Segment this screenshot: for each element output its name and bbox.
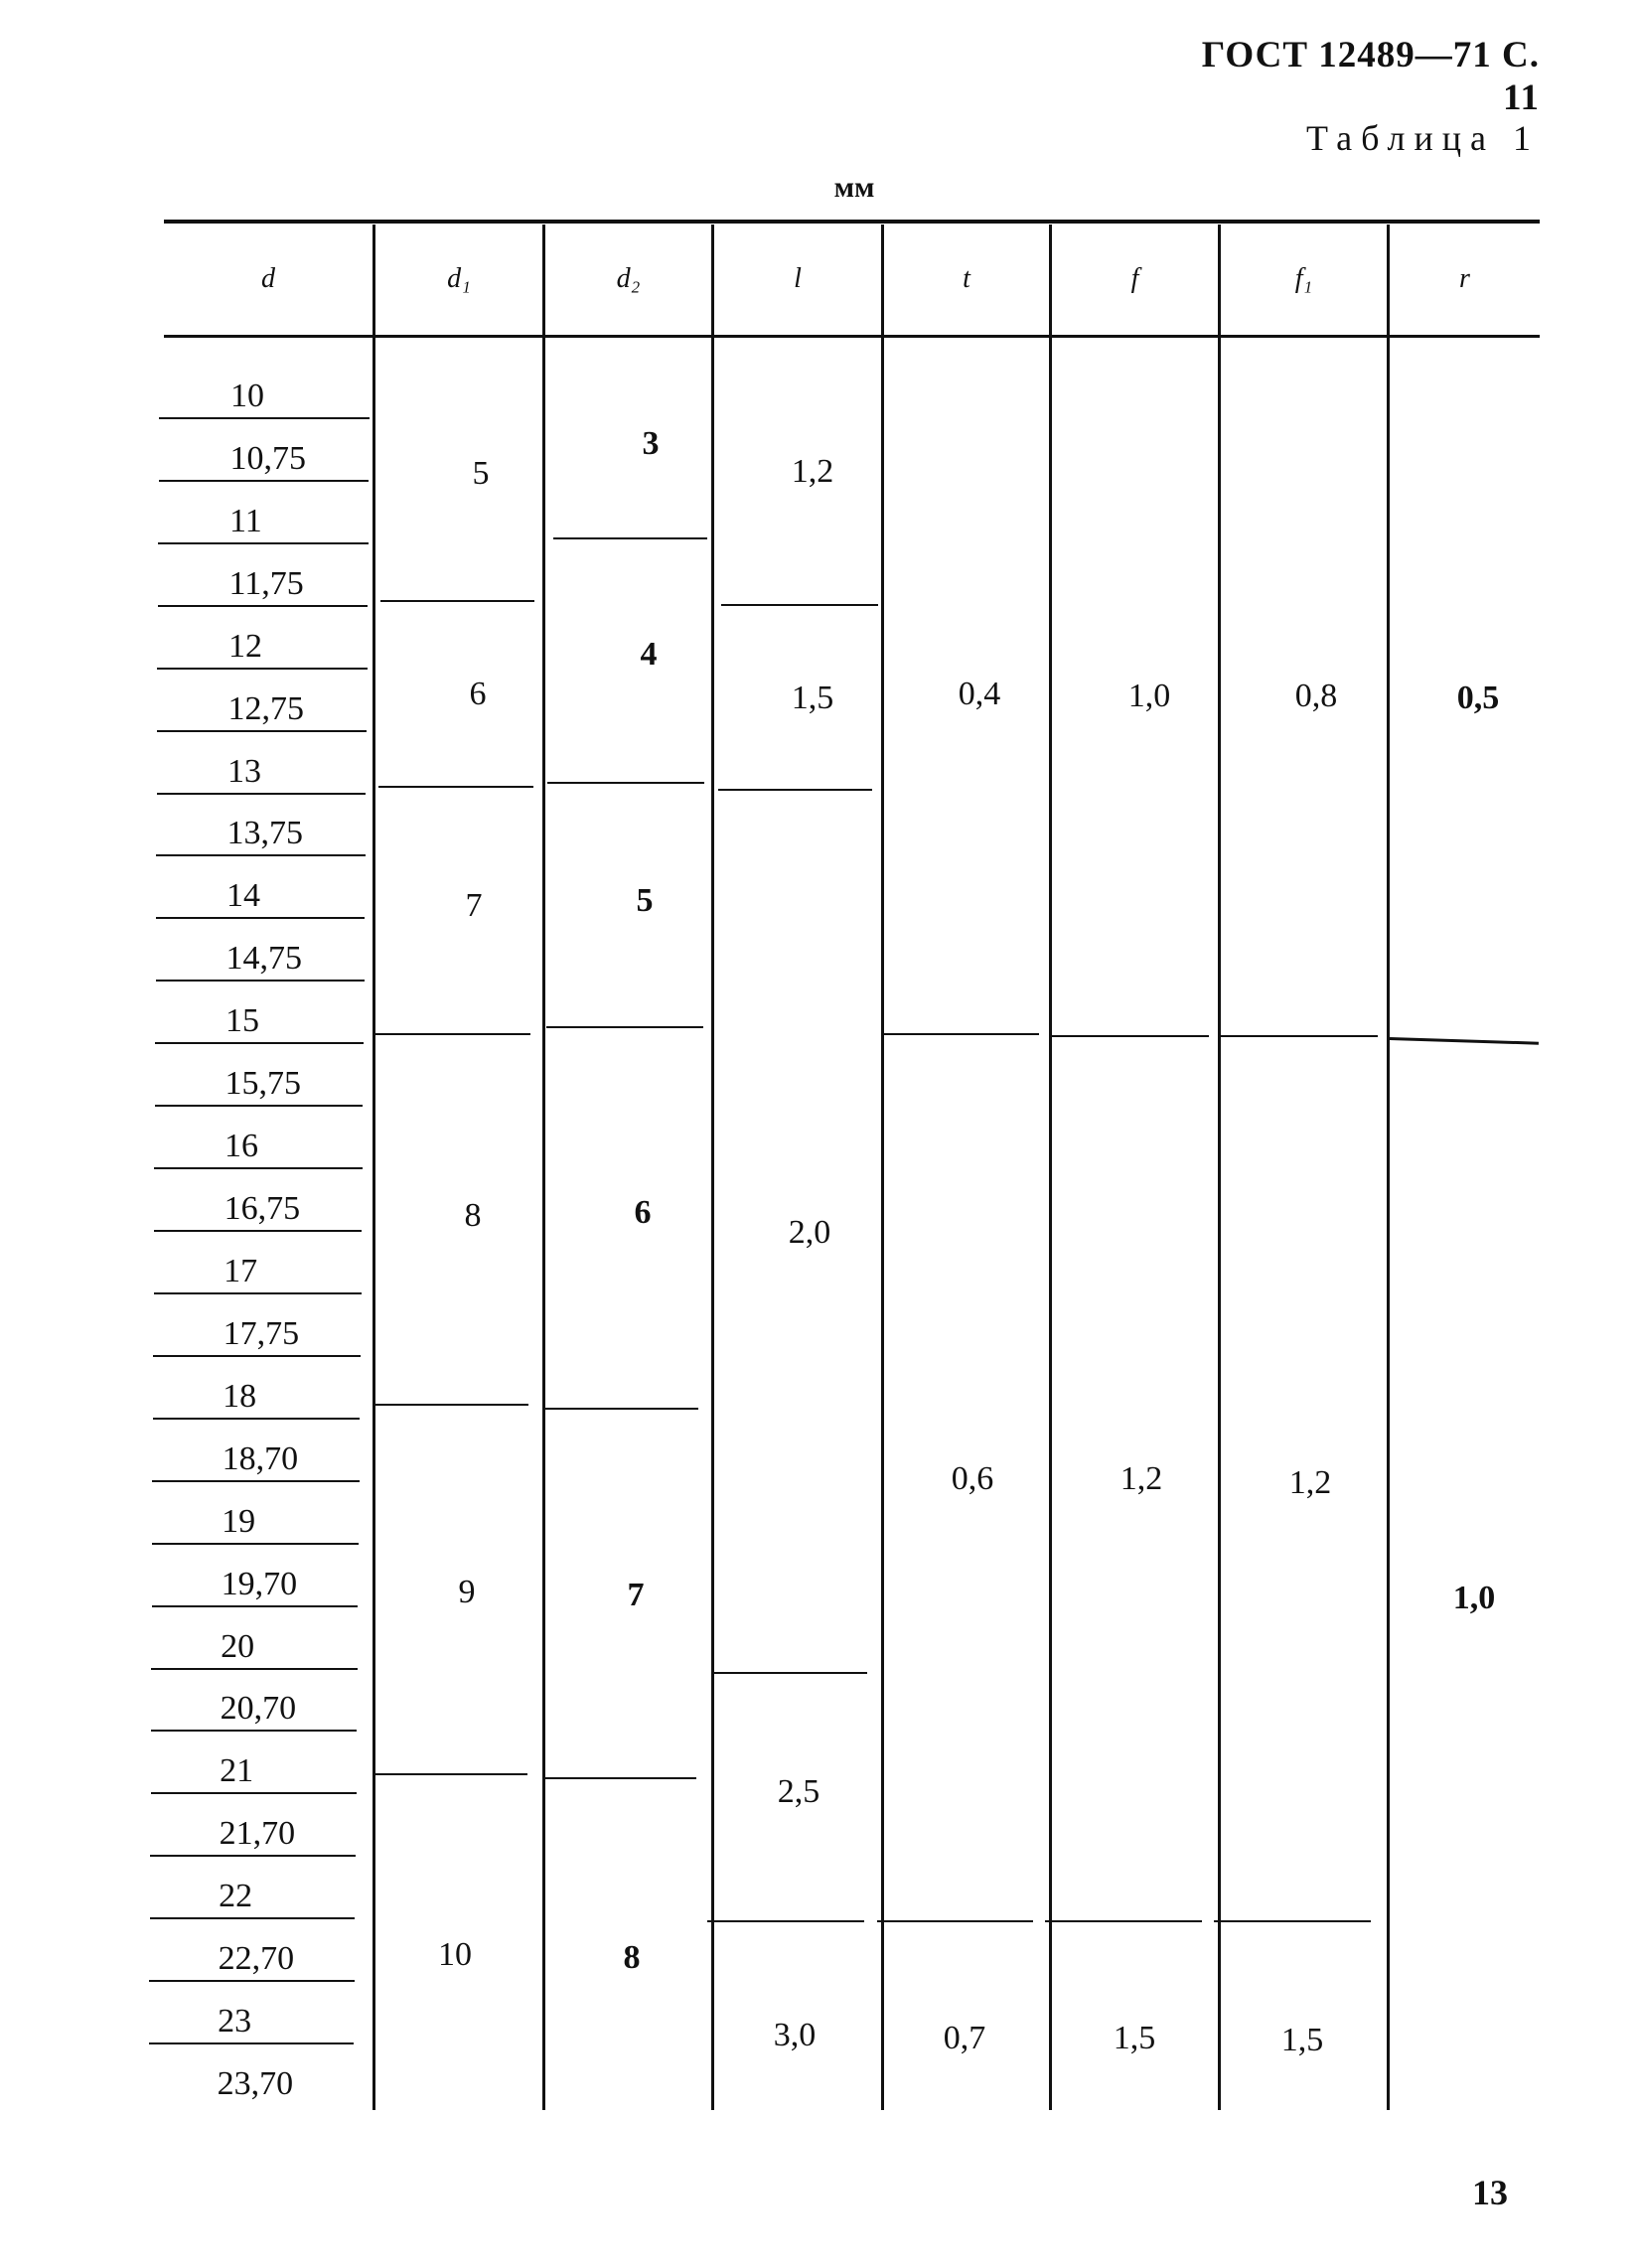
t-value: 0,4 xyxy=(958,676,1001,712)
d-value: 21,70 xyxy=(219,1815,296,1853)
l-value: 2,5 xyxy=(777,1773,820,1810)
doc-code: ГОСТ 12489—71 С. 11 xyxy=(1201,35,1540,118)
d-value: 18,70 xyxy=(222,1439,299,1477)
d2-divider xyxy=(546,1026,703,1028)
d2-value: 7 xyxy=(627,1577,645,1613)
r-divider xyxy=(1390,1037,1539,1045)
col-sep-5 xyxy=(1049,225,1052,2110)
col-sep-4 xyxy=(881,225,884,2110)
f-value: 1,5 xyxy=(1113,2020,1156,2056)
d-row-underline xyxy=(154,1292,362,1294)
d-row-underline xyxy=(156,854,365,856)
d-value: 18 xyxy=(223,1377,257,1415)
d-row-underline xyxy=(159,417,370,419)
l-value: 1,2 xyxy=(791,453,834,490)
d2-divider xyxy=(542,1777,696,1779)
d-row-underline xyxy=(150,1917,356,1919)
d2-divider xyxy=(553,537,707,539)
d1-divider xyxy=(373,1404,528,1406)
d-row-underline xyxy=(158,542,369,544)
d-value: 16 xyxy=(224,1128,259,1165)
d-row-underline xyxy=(151,1730,357,1732)
d-value: 21 xyxy=(220,1752,254,1790)
d2-value: 5 xyxy=(636,882,654,919)
d-row-underline xyxy=(156,917,365,919)
d1-divider xyxy=(378,786,533,788)
d-value: 11,75 xyxy=(228,564,304,602)
l-value: 3,0 xyxy=(773,2017,817,2053)
d-value: 10,75 xyxy=(229,439,306,477)
d-row-underline xyxy=(153,1418,360,1420)
t-divider xyxy=(877,1920,1033,1922)
d-value: 15,75 xyxy=(224,1065,302,1103)
d-row-underline xyxy=(154,1230,362,1232)
d2-value: 8 xyxy=(623,1939,641,1976)
l-divider xyxy=(721,604,878,606)
d-value: 23 xyxy=(218,2003,252,2041)
col-sep-7 xyxy=(1387,225,1390,2110)
f-divider xyxy=(1052,1035,1209,1037)
col-sep-1 xyxy=(373,225,375,2110)
t-value: 0,6 xyxy=(951,1460,994,1497)
table-top-rule xyxy=(164,220,1540,224)
l-divider xyxy=(711,1672,867,1674)
d1-value: 6 xyxy=(469,676,487,712)
header-l: l xyxy=(794,263,802,294)
d2-divider xyxy=(547,782,704,784)
f1-value: 1,5 xyxy=(1280,2022,1324,2058)
header-d2: d₂ xyxy=(616,263,641,294)
d-row-underline xyxy=(152,1605,359,1607)
d2-divider xyxy=(542,1408,698,1410)
table-label: Таблица 1 xyxy=(1306,118,1540,158)
l-divider xyxy=(718,789,872,791)
d-row-underline xyxy=(150,1855,356,1857)
d-value: 17 xyxy=(224,1252,258,1289)
header-d: d xyxy=(261,263,275,294)
d-row-underline xyxy=(157,793,367,795)
header-bottom-rule xyxy=(164,335,1540,338)
header-f: f xyxy=(1130,263,1139,294)
d-row-underline xyxy=(149,2042,354,2044)
header-d1: d₁ xyxy=(447,263,471,294)
d-row-underline xyxy=(151,1792,357,1794)
d-value: 19,70 xyxy=(221,1565,298,1602)
d-value: 22 xyxy=(219,1878,253,1915)
l-value: 1,5 xyxy=(791,680,834,716)
f-value: 1,2 xyxy=(1119,1460,1163,1497)
d-row-underline xyxy=(158,605,368,607)
d-row-underline xyxy=(154,1167,362,1169)
d1-value: 9 xyxy=(458,1574,476,1610)
d-value: 20 xyxy=(221,1627,255,1665)
header-r: r xyxy=(1459,263,1470,294)
col-sep-6 xyxy=(1218,225,1221,2110)
col-sep-3 xyxy=(711,225,714,2110)
f1-divider xyxy=(1214,1920,1371,1922)
d-value: 20,70 xyxy=(220,1690,297,1728)
d1-value: 8 xyxy=(464,1197,482,1234)
d-row-underline xyxy=(156,980,365,982)
d-value: 11 xyxy=(229,502,262,539)
f1-value: 0,8 xyxy=(1294,678,1338,714)
d2-value: 3 xyxy=(642,425,660,462)
d-row-underline xyxy=(159,480,370,482)
page-number: 13 xyxy=(1472,2173,1508,2212)
t-divider xyxy=(884,1033,1039,1035)
d-value: 14 xyxy=(226,877,261,915)
d-value: 16,75 xyxy=(224,1190,301,1228)
d1-divider xyxy=(373,1033,530,1035)
l-value: 2,0 xyxy=(788,1214,831,1251)
l-divider xyxy=(707,1920,864,1922)
d-row-underline xyxy=(152,1543,359,1545)
d-value: 10 xyxy=(230,378,264,414)
f-divider xyxy=(1045,1920,1202,1922)
d2-value: 6 xyxy=(634,1194,652,1231)
d-value: 23,70 xyxy=(217,2065,294,2102)
d-value: 15 xyxy=(225,1002,260,1040)
d-value: 14,75 xyxy=(225,940,303,978)
d-row-underline xyxy=(152,1480,359,1482)
header-f1: f₁ xyxy=(1294,263,1313,294)
d-row-underline xyxy=(157,668,367,670)
d-row-underline xyxy=(149,1980,355,1982)
f-value: 1,0 xyxy=(1127,678,1171,714)
d-row-underline xyxy=(155,1042,364,1044)
d2-value: 4 xyxy=(640,636,658,673)
d1-divider xyxy=(380,600,534,602)
d1-value: 5 xyxy=(472,455,490,492)
f1-divider xyxy=(1221,1035,1378,1037)
d-value: 12,75 xyxy=(227,689,305,727)
d1-divider xyxy=(373,1773,527,1775)
header-t: t xyxy=(963,263,970,294)
r-value: 1,0 xyxy=(1452,1580,1496,1616)
d-value: 19 xyxy=(222,1502,256,1540)
t-value: 0,7 xyxy=(943,2020,986,2056)
d-row-underline xyxy=(157,730,367,732)
r-value: 0,5 xyxy=(1456,680,1500,716)
d-value: 17,75 xyxy=(223,1314,300,1352)
d1-value: 7 xyxy=(465,887,483,924)
d-row-underline xyxy=(151,1668,358,1670)
d-value: 22,70 xyxy=(218,1940,295,1978)
d-row-underline xyxy=(153,1355,361,1357)
d-value: 12 xyxy=(228,627,263,665)
d-row-underline xyxy=(155,1105,364,1107)
d-value: 13,75 xyxy=(226,815,304,852)
f1-value: 1,2 xyxy=(1288,1464,1332,1501)
d-value: 13 xyxy=(227,752,262,790)
unit-label: мм xyxy=(833,171,875,204)
col-sep-2 xyxy=(542,225,545,2110)
d1-value: 10 xyxy=(438,1936,472,1973)
